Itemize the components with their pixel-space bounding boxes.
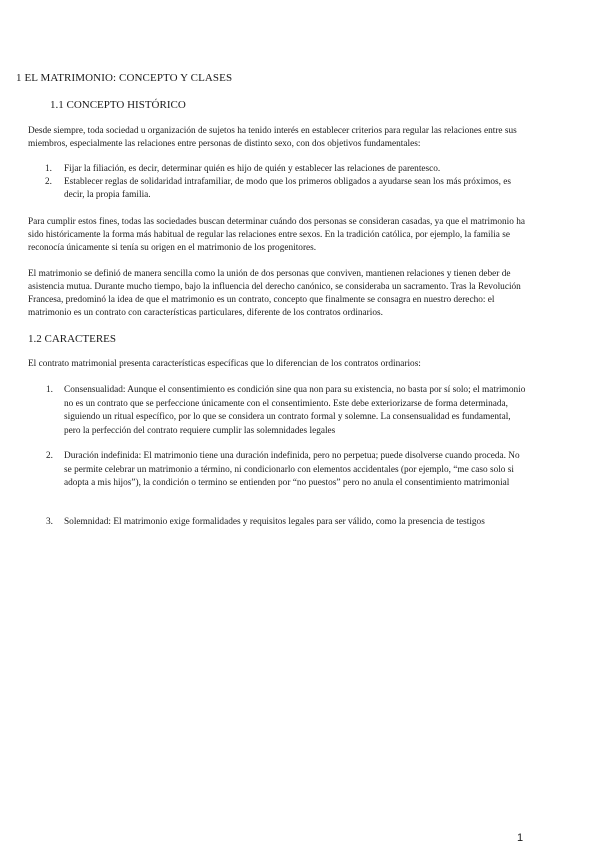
list-item-text: Solemnidad: El matrimonio exige formalidades y requisitos legales para ser válido, como la presencia de testigos <box>64 517 485 527</box>
list-number: 2. <box>45 177 52 187</box>
list-number: 3. <box>46 517 53 527</box>
list-item-text: Fijar la filiación, es decir, determinar quién es hijo de quién y establecer las relaciones de parentesco. <box>64 164 441 174</box>
list-item <box>28 163 528 176</box>
numbered-list <box>28 163 528 202</box>
paragraph: El contrato matrimonial presenta características específicas que lo diferencian de los contratos ordinarios: <box>28 359 421 369</box>
numbered-list <box>28 450 528 491</box>
subsection-heading: 1.2 CARACTERES <box>28 333 117 345</box>
page-number: 1 <box>517 832 524 844</box>
numbered-list <box>28 516 528 530</box>
list-item <box>28 450 528 491</box>
paragraph: Para cumplir estos fines, todas las sociedades buscan determinar cuándo dos personas se consideran casadas, ya que el matrimonio ha sido históricamente la forma más habitual de regular las relaciones entre sexos. En la tradición católica, por ejemplo, la familia se reconocía únicamente si tenía su origen en el matrimonio de los progenitores. <box>28 217 525 253</box>
list-item-text: Establecer reglas de solidaridad intrafamiliar, de modo que los primeros obligados a ayudarse sean los más próximos, es decir, la propia familia. <box>64 177 512 200</box>
paragraph: El matrimonio se definió de manera sencilla como la unión de dos personas que conviven, mantienen relaciones y tienen deber de asistencia mutua. Durante mucho tiempo, bajo la influencia del derecho canónico, se consideraba un sacramento. Tras la Revolución Francesa, predominó la idea de que el matrimonio es un contrato, concepto que finalmente se consagra en nuestro derecho: el matrimonio es un contrato con características particulares, diferente de los contratos ordinarios. <box>28 269 521 318</box>
subsection-heading: 1.1 CONCEPTO HISTÓRICO <box>50 99 186 111</box>
list-item <box>28 176 528 202</box>
numbered-list <box>28 384 528 438</box>
list-number: 1. <box>46 385 53 395</box>
list-item-text: Duración indefinida: El matrimonio tiene una duración indefinida, pero no perpetua; puede disolverse cuando proceda. No se permite celebrar un matrimonio a término, ni condicionarlo con elementos accidentales (por ejemplo, “me caso solo si adopta a mis hijos”), la condición o termino se entienden por “no puestos” pero no anula el consentimiento matrimonial <box>64 451 520 488</box>
list-item-text: Consensualidad: Aunque el consentimiento es condición sine qua non para su existencia, no basta por sí solo; el matrimonio no es un contrato que se perfeccione únicamente con el consentimiento. Este debe exteriorizarse de forma determinada, siguiendo un ritual específico, por lo que se considera un contrato formal y solemne. La consensualidad es fundamental, pero la perfección del contrato requiere cumplir las solemnidades legales <box>64 385 526 436</box>
list-item <box>28 384 528 438</box>
list-number: 2. <box>46 451 53 461</box>
list-number: 1. <box>45 164 52 174</box>
list-item <box>28 516 528 530</box>
section-heading: 1 EL MATRIMONIO: CONCEPTO Y CLASES <box>16 72 233 84</box>
paragraph: Desde siempre, toda sociedad u organización de sujetos ha tenido interés en establecer criterios para regular las relaciones entre sus miembros, especialmente las relaciones entre personas de distinto sexo, con dos objetivos fundamentales: <box>28 126 517 149</box>
